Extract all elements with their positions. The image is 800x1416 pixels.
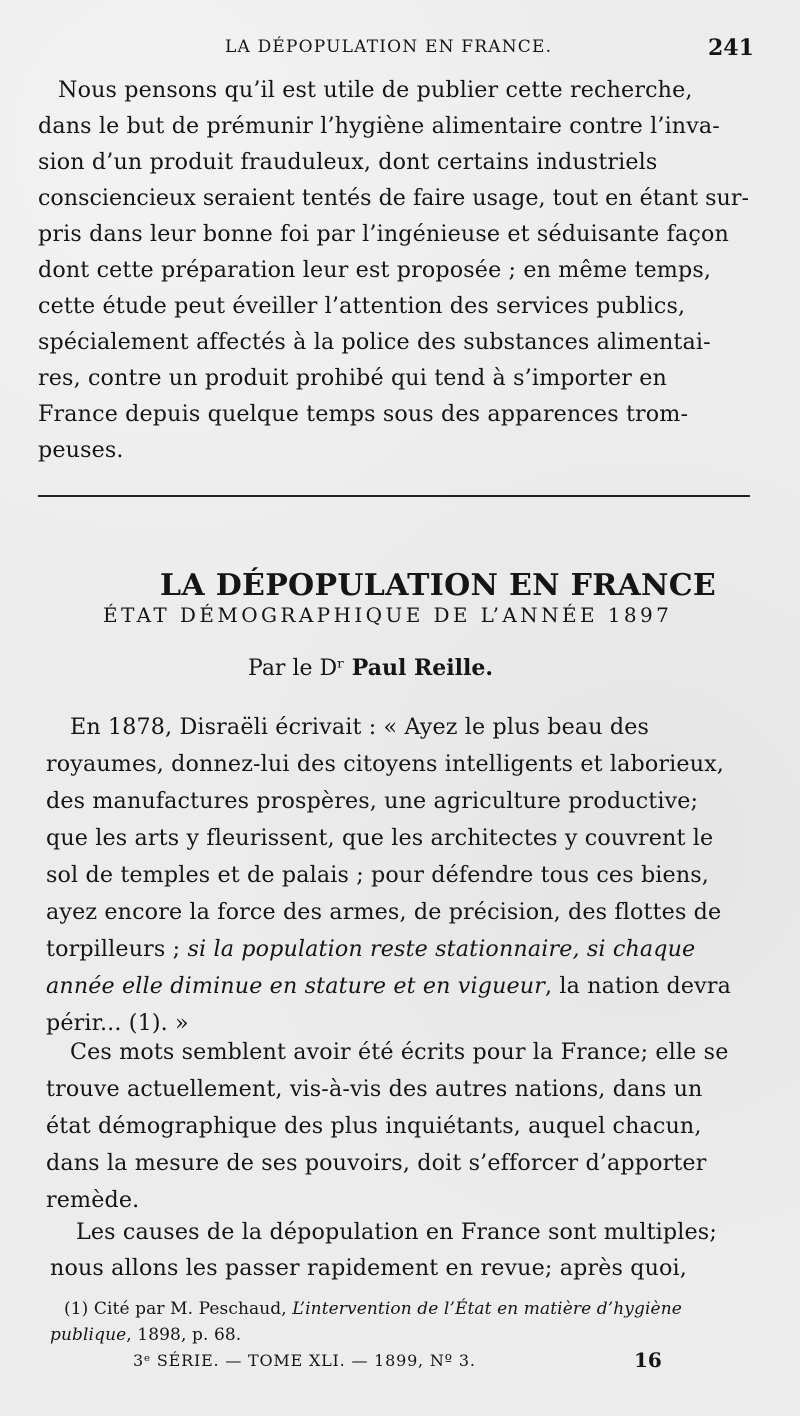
printer-signature: 16 — [634, 1348, 662, 1372]
body-paragraph-1-line-7-quote: si la population reste stationnaire, si chaque — [187, 936, 696, 962]
footer — [0, 1348, 800, 1374]
body-paragraph-1-line-7-prefix: torpilleurs ; — [46, 936, 188, 962]
series-volume-line: 3ᵉ SÉRIE. — TOME XLI. — 1899, Nº 3. — [133, 1351, 476, 1370]
running-title: LA DÉPOPULATION EN FRANCE. — [225, 37, 553, 57]
body-paragraph-1-line-8-quote: année elle diminue en stature et en vigueur — [46, 973, 545, 999]
intro-line-2: dans le but de prémunir l’hygiène alimentaire contre l’inva- — [38, 113, 720, 139]
byline-prefix: Par le Dʳ — [248, 656, 352, 681]
intro-line-4: consciencieux seraient tentés de faire usage, tout en étant sur- — [38, 185, 749, 211]
body-paragraph-1-line-2: royaumes, donnez-lui des citoyens intelligents et laborieux, — [46, 751, 725, 777]
body-paragraph-1-line-7 — [46, 938, 695, 960]
intro-line-6: dont cette préparation leur est proposée ; en même temps, — [38, 257, 712, 283]
body-paragraph-2-line-3: état démographique des plus inquiétants, auquel chacun, — [46, 1113, 702, 1139]
body-paragraph-1-line-4: que les arts y fleurissent, que les architectes y couvrent le — [46, 825, 714, 851]
body-paragraph-1-line-5: sol de temples et de palais ; pour défendre tous ces biens, — [46, 862, 710, 888]
body-paragraph-2-line-5: remède. — [46, 1187, 140, 1213]
running-head — [0, 33, 800, 63]
footnote-title-line-2: publique — [50, 1325, 127, 1345]
intro-line-5: pris dans leur bonne foi par l’ingénieuse et séduisante façon — [38, 221, 729, 247]
footnote-line-2 — [50, 1327, 241, 1344]
intro-line-9: res, contre un produit prohibé qui tend à s’importer en — [38, 365, 667, 391]
footnote-suffix: , 1898, p. 68. — [126, 1325, 242, 1345]
intro-line-8: spécialement affectés à la police des substances alimentai- — [38, 329, 711, 355]
body-paragraph-3-line-1: Les causes de la dépopulation en France sont multiples; — [76, 1219, 717, 1245]
footnote-line-1 — [64, 1301, 682, 1318]
intro-line-7: cette étude peut éveiller l’attention des services publics, — [38, 293, 686, 319]
body-paragraph-1-line-8-suffix: , la nation devra — [545, 973, 731, 999]
byline — [248, 655, 493, 681]
intro-line-1: Nous pensons qu’il est utile de publier cette recherche, — [58, 77, 693, 103]
footnote-title-line-1: L’intervention de l’État en matière d’hygiène — [292, 1299, 682, 1319]
body-paragraph-1-line-8 — [46, 975, 731, 997]
footnote-prefix: (1) Cité par M. Peschaud, — [64, 1299, 293, 1319]
body-paragraph-3-line-2: nous allons les passer rapidement en revue; après quoi, — [50, 1255, 687, 1281]
intro-line-10: France depuis quelque temps sous des apparences trom- — [38, 401, 689, 427]
author-name: Paul Reille. — [351, 655, 493, 681]
body-paragraph-1-line-6: ayez encore la force des armes, de précision, des flottes de — [46, 899, 722, 925]
intro-line-11: peuses. — [38, 437, 124, 463]
body-paragraph-2-line-4: dans la mesure de ses pouvoirs, doit s’efforcer d’apporter — [46, 1150, 707, 1176]
article-subtitle: ÉTAT DÉMOGRAPHIQUE DE L’ANNÉE 1897 — [103, 603, 673, 627]
page-number: 241 — [708, 35, 754, 61]
intro-line-3: sion d’un produit frauduleux, dont certains industriels — [38, 149, 658, 175]
body-paragraph-1-line-1: En 1878, Disraëli écrivait : « Ayez le plus beau des — [70, 714, 650, 740]
body-paragraph-2-line-2: trouve actuellement, vis-à-vis des autres nations, dans un — [46, 1076, 703, 1102]
article-title: LA DÉPOPULATION EN FRANCE — [160, 568, 717, 604]
body-paragraph-1-line-3: des manufactures prospères, une agriculture productive; — [46, 788, 699, 814]
body-paragraph-2-line-1: Ces mots semblent avoir été écrits pour la France; elle se — [70, 1039, 729, 1065]
section-rule — [38, 495, 750, 497]
body-paragraph-1-line-9: périr... (1). » — [46, 1010, 189, 1036]
